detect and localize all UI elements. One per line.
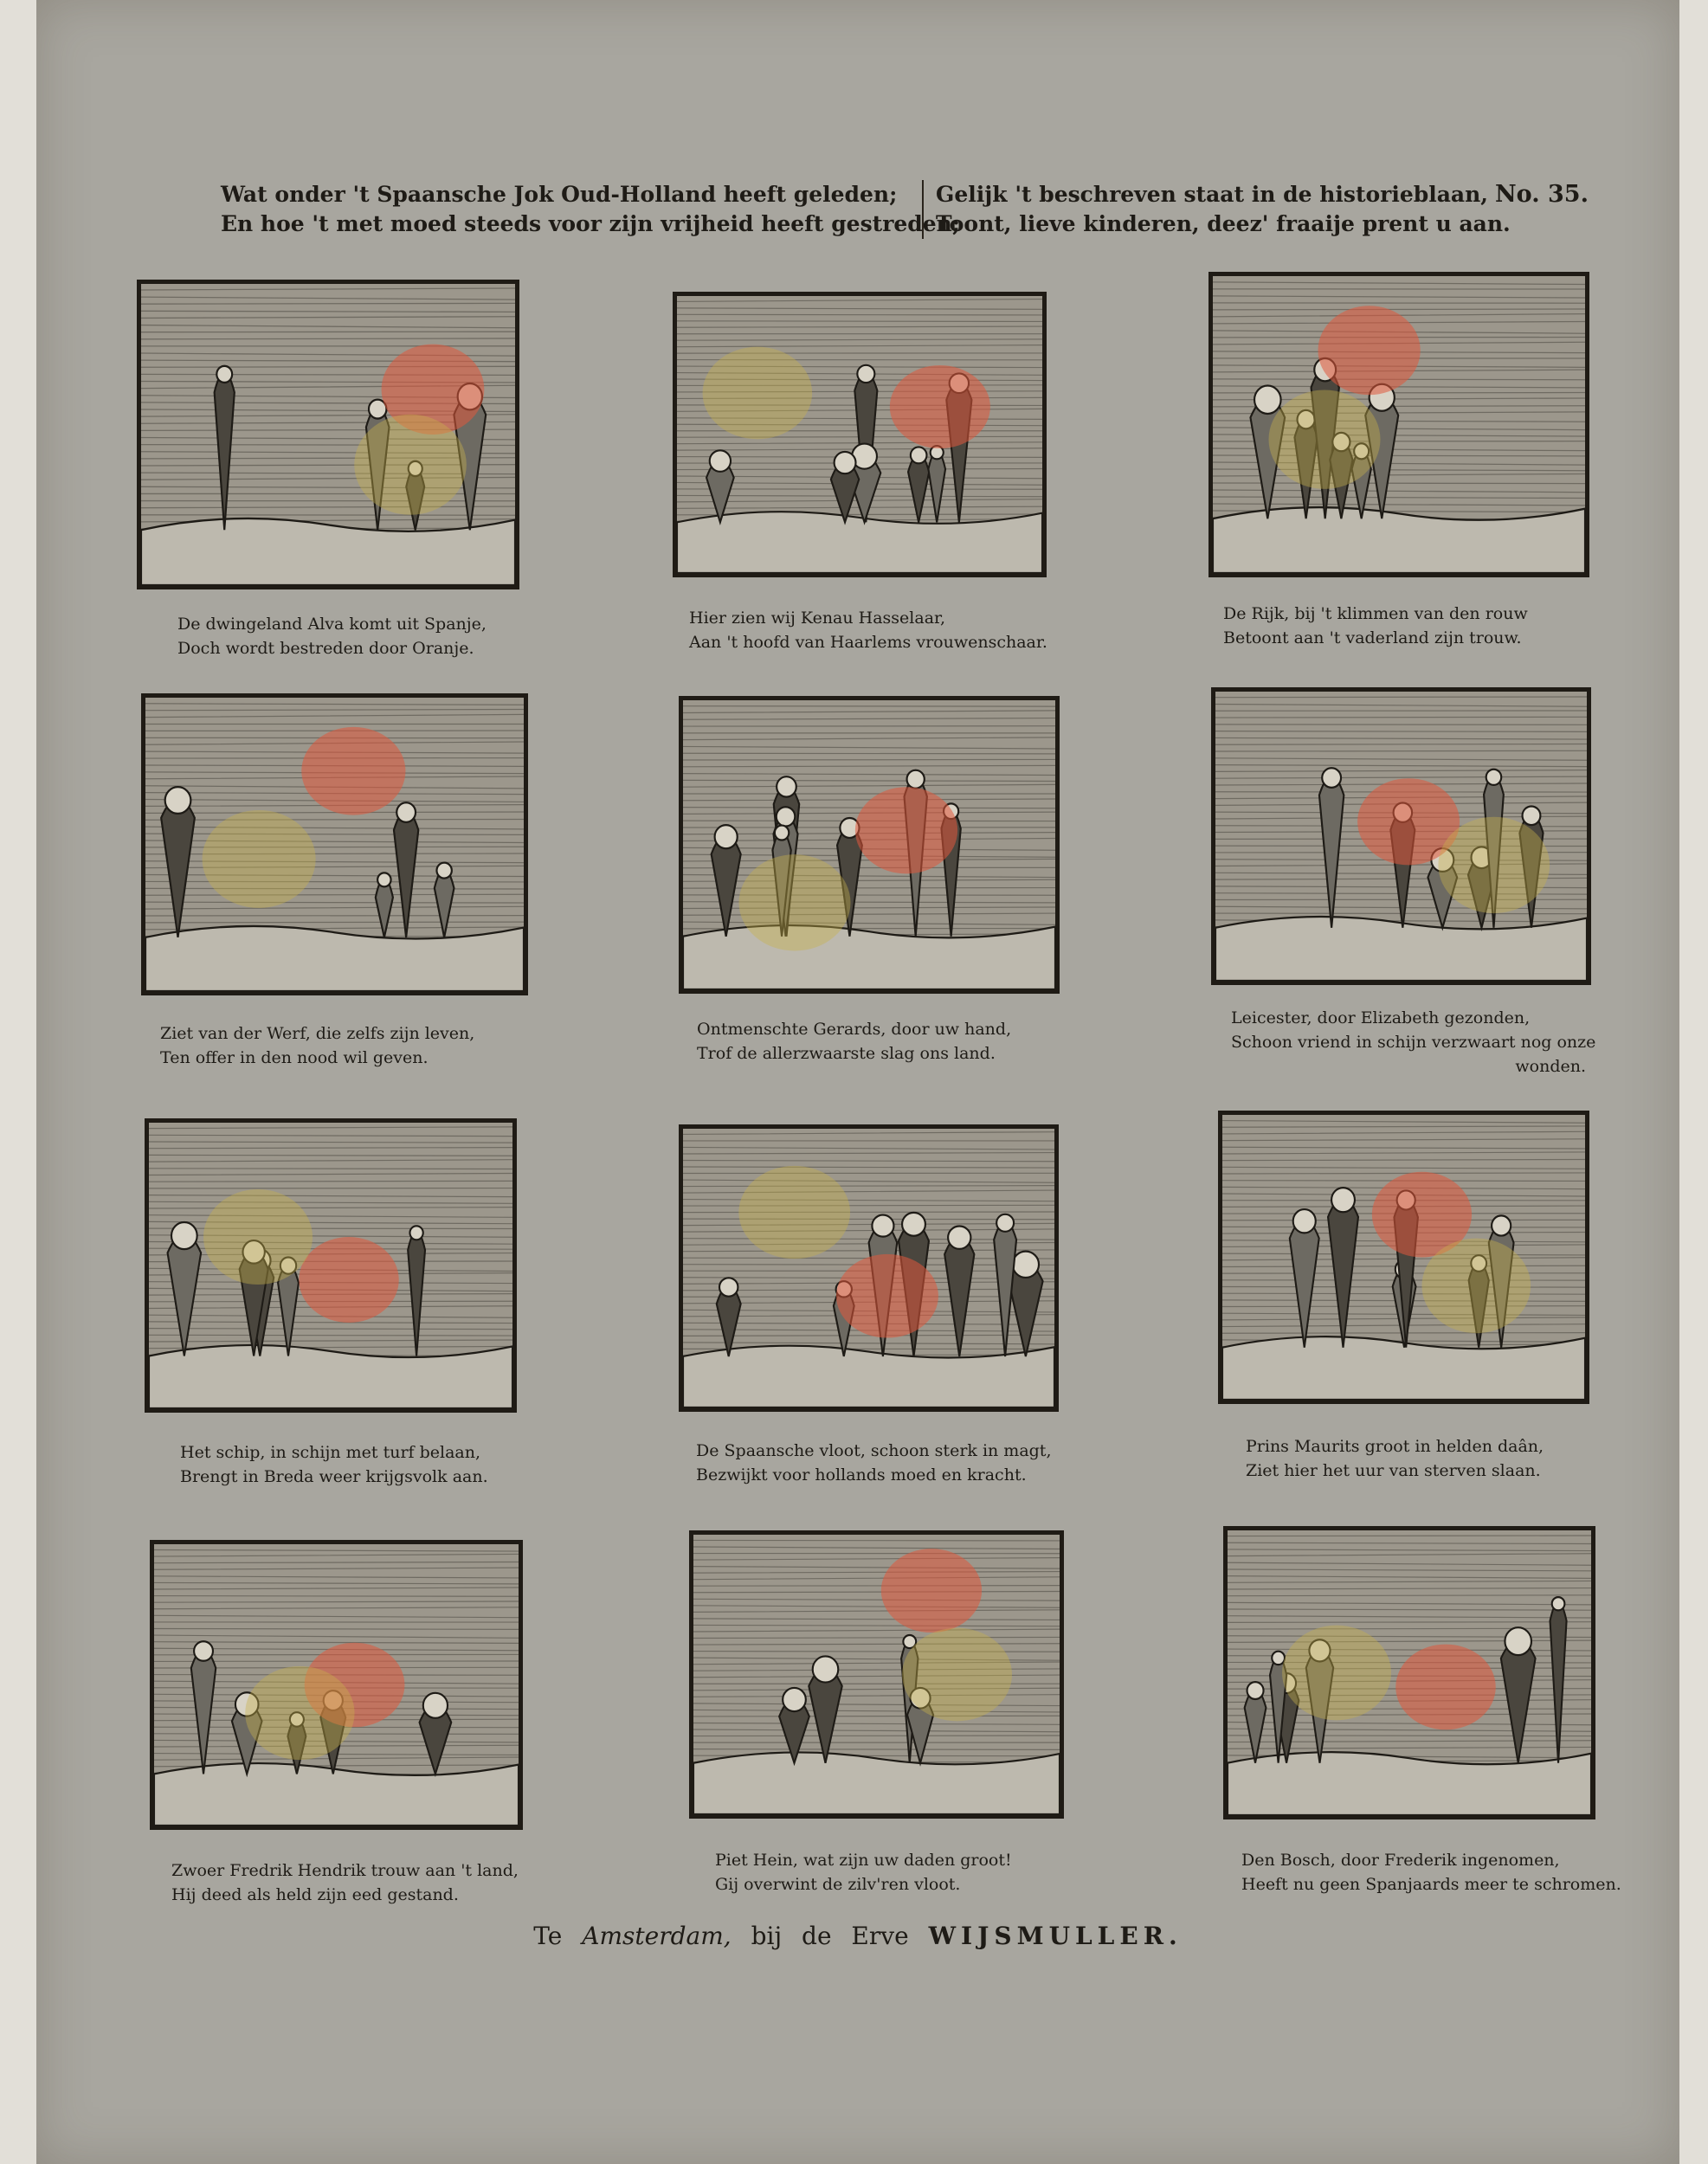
woodcut-figure-head xyxy=(436,863,451,879)
caption-10 xyxy=(171,1858,519,1907)
woodcut-figure-head xyxy=(715,825,738,848)
caption-7-line-2: Brengt in Breda weer krijgsvolk aan. xyxy=(180,1467,488,1486)
caption-2 xyxy=(689,606,1047,654)
caption-11 xyxy=(715,1848,1012,1897)
caption-1 xyxy=(177,612,487,660)
broadsheet xyxy=(36,0,1679,2164)
de-rijk-execution-woodcut-icon xyxy=(1213,276,1585,573)
woodcut-figure xyxy=(1290,1220,1319,1348)
red-hand-colour-stain xyxy=(1318,306,1420,395)
caption-4-line-2: Ten offer in den nood wil geven. xyxy=(160,1048,429,1067)
caption-9-line-1: Prins Maurits groot in helden daân, xyxy=(1246,1437,1544,1456)
woodcut-figure-head xyxy=(1013,1252,1039,1278)
woodcut-figure xyxy=(1501,1639,1536,1763)
yellow-hand-colour-stain xyxy=(1282,1626,1391,1721)
woodcut-figure-head xyxy=(171,1222,197,1249)
caption-2-line-1: Hier zien wij Kenau Hasselaar, xyxy=(689,609,946,628)
den-bosch-siege-woodcut-icon xyxy=(1228,1530,1591,1815)
woodcut-figure-head xyxy=(911,447,927,463)
woodcut-panel-2 xyxy=(673,292,1047,577)
leicester-horseman-woodcut-icon xyxy=(1215,692,1587,981)
woodcut-panel-10 xyxy=(150,1540,523,1830)
caption-12 xyxy=(1241,1848,1621,1897)
red-hand-colour-stain xyxy=(299,1237,399,1323)
woodcut-figure-head xyxy=(1331,1188,1355,1212)
yellow-hand-colour-stain xyxy=(354,415,467,515)
woodcut-figure xyxy=(1328,1198,1358,1348)
woodcut-panel-4 xyxy=(141,693,528,995)
red-hand-colour-stain xyxy=(836,1254,938,1338)
imprint xyxy=(36,1922,1679,1950)
header-right-line-1: Gelijk 't beschreven staat in de historieblaan, xyxy=(936,182,1489,207)
woodcut-figure-head xyxy=(813,1656,839,1682)
woodcut-ground xyxy=(677,512,1042,573)
caption-7-line-1: Het schip, in schijn met turf belaan, xyxy=(180,1443,481,1462)
caption-8-line-2: Bezwijkt voor hollands moed en kracht. xyxy=(696,1465,1027,1485)
red-hand-colour-stain xyxy=(881,1549,982,1633)
woodcut-figure xyxy=(408,1231,425,1356)
woodcut-figure xyxy=(944,1236,974,1356)
caption-6-line-3: wonden. xyxy=(1515,1057,1586,1076)
woodcut-figure xyxy=(1550,1602,1567,1763)
van-der-werf-crowd-woodcut-icon xyxy=(145,698,524,991)
red-hand-colour-stain xyxy=(855,787,957,873)
woodcut-figure-head xyxy=(902,1213,925,1236)
caption-1-line-1: De dwingeland Alva komt uit Spanje, xyxy=(177,615,487,634)
woodcut-panel-9 xyxy=(1218,1111,1589,1404)
woodcut-figure-head xyxy=(835,452,856,473)
yellow-hand-colour-stain xyxy=(739,854,851,950)
red-hand-colour-stain xyxy=(890,365,990,448)
header-left-line-1: Wat onder 't Spaansche Jok Oud-Holland heeft geleden; xyxy=(221,182,898,207)
caption-10-line-1: Zwoer Fredrik Hendrik trouw aan 't land, xyxy=(171,1861,519,1880)
woodcut-figure-head xyxy=(165,787,191,814)
woodcut-ground xyxy=(154,1763,519,1826)
woodcut-figure-head xyxy=(1505,1627,1531,1655)
woodcut-figure-head xyxy=(783,1688,806,1711)
yellow-hand-colour-stain xyxy=(1269,390,1381,488)
woodcut-figure xyxy=(712,834,741,936)
caption-6-line-1: Leicester, door Elizabeth gezonden, xyxy=(1231,1008,1531,1027)
woodcut-figure-head xyxy=(216,366,232,383)
woodcut-figure-head xyxy=(1254,385,1281,413)
caption-8 xyxy=(696,1439,1052,1487)
turf-ship-breda-woodcut-icon xyxy=(149,1123,512,1408)
woodcut-ground xyxy=(149,1345,512,1408)
woodcut-figure-head xyxy=(396,802,416,822)
yellow-hand-colour-stain xyxy=(738,1166,850,1259)
woodcut-panel-1 xyxy=(137,280,519,589)
woodcut-figure xyxy=(191,1649,216,1774)
gerards-staircase-woodcut-icon xyxy=(683,700,1055,989)
sheet-number: No. 35. xyxy=(1495,181,1589,208)
woodcut-figure-head xyxy=(948,1227,970,1249)
woodcut-figure-head xyxy=(1322,768,1341,788)
woodcut-figure-head xyxy=(1552,1597,1565,1610)
caption-12-line-2: Heeft nu geen Spanjaards meer te schromen. xyxy=(1241,1875,1621,1894)
header-left-line-2: En hoe 't met moed steeds voor zijn vrijheid heeft gestreden; xyxy=(221,211,961,236)
woodcut-panel-6 xyxy=(1211,687,1591,985)
caption-1-line-2: Doch wordt bestreden door Oranje. xyxy=(177,639,474,658)
prince-maurits-deathbed-woodcut-icon xyxy=(1222,1115,1585,1400)
woodcut-figure-head xyxy=(777,776,796,796)
alva-riding-woodcut-icon xyxy=(141,284,515,585)
woodcut-figure-head xyxy=(377,873,390,886)
woodcut-figure-head xyxy=(409,1226,422,1240)
woodcut-figure-head xyxy=(719,1278,738,1296)
header-left xyxy=(221,180,961,239)
woodcut-figure-head xyxy=(194,1641,213,1661)
imprint-publisher: WIJSMULLER. xyxy=(928,1922,1183,1950)
woodcut-figure-head xyxy=(775,826,789,840)
imprint-city: Amsterdam, xyxy=(582,1922,732,1950)
caption-7 xyxy=(180,1440,488,1489)
caption-3-line-2: Betoont aan 't vaderland zijn trouw. xyxy=(1223,628,1522,647)
caption-10-line-2: Hij deed als held zijn eed gestand. xyxy=(171,1885,459,1904)
piet-hein-silver-fleet-woodcut-icon xyxy=(693,1535,1060,1814)
woodcut-figure-head xyxy=(1492,1215,1511,1235)
woodcut-figure-head xyxy=(857,365,874,383)
woodcut-figure xyxy=(1319,776,1344,927)
caption-12-line-1: Den Bosch, door Frederik ingenomen, xyxy=(1241,1851,1560,1870)
caption-9 xyxy=(1246,1434,1544,1483)
caption-2-line-2: Aan 't hoofd van Haarlems vrouwenschaar. xyxy=(689,633,1047,652)
woodcut-panel-7 xyxy=(145,1118,517,1413)
caption-3 xyxy=(1223,602,1528,650)
yellow-hand-colour-stain xyxy=(902,1628,1012,1722)
woodcut-figure-head xyxy=(1523,806,1541,825)
yellow-hand-colour-stain xyxy=(1421,1239,1531,1334)
woodcut-figure xyxy=(928,451,945,523)
header xyxy=(221,180,1589,249)
yellow-hand-colour-stain xyxy=(1438,817,1550,913)
woodcut-figure-head xyxy=(872,1215,893,1237)
woodcut-figure-head xyxy=(1486,770,1502,785)
imprint-middle: bij de Erve xyxy=(751,1922,909,1950)
caption-3-line-1: De Rijk, bij 't klimmen van den rouw xyxy=(1223,604,1528,623)
yellow-hand-colour-stain xyxy=(203,1189,313,1285)
woodcut-figure-head xyxy=(996,1214,1014,1232)
caption-11-line-2: Gij overwint de zilv'ren vloot. xyxy=(715,1875,961,1894)
woodcut-panel-5 xyxy=(679,696,1060,994)
caption-6-line-2: Schoon vriend in schijn verzwaart nog onze xyxy=(1231,1033,1596,1052)
woodcut-figure-head xyxy=(907,770,925,789)
caption-6 xyxy=(1231,1006,1596,1079)
woodcut-panel-8 xyxy=(679,1124,1059,1412)
caption-4 xyxy=(160,1021,474,1070)
woodcut-ground xyxy=(693,1752,1060,1814)
caption-5-line-1: Ontmenschte Gerards, door uw hand, xyxy=(697,1020,1012,1039)
woodcut-figure-head xyxy=(710,450,731,472)
header-right-line-2: Toont, lieve kinderen, deez' fraaije prent u aan. xyxy=(936,211,1511,236)
kenau-hasselaar-woodcut-icon xyxy=(677,296,1042,573)
woodcut-figure-head xyxy=(423,1693,448,1718)
header-right xyxy=(922,180,1511,239)
caption-11-line-1: Piet Hein, wat zijn uw daden groot! xyxy=(715,1851,1012,1870)
woodcut-ground xyxy=(145,926,524,991)
frederik-hendrik-oath-woodcut-icon xyxy=(154,1544,519,1826)
red-hand-colour-stain xyxy=(1395,1645,1496,1730)
woodcut-figure-head xyxy=(1247,1682,1264,1699)
yellow-hand-colour-stain xyxy=(703,347,813,440)
caption-5-line-2: Trof de allerzwaarste slag ons land. xyxy=(697,1044,996,1063)
caption-5 xyxy=(697,1017,1011,1066)
woodcut-figure xyxy=(215,372,235,530)
woodcut-ground xyxy=(1228,1752,1591,1815)
woodcut-figure xyxy=(394,810,418,937)
imprint-prefix: Te xyxy=(533,1922,563,1950)
woodcut-panel-3 xyxy=(1208,272,1589,577)
woodcut-panel-12 xyxy=(1223,1526,1595,1819)
woodcut-ground xyxy=(141,518,515,585)
woodcut-figure-head xyxy=(777,807,796,826)
caption-4-line-1: Ziet van der Werf, die zelfs zijn leven, xyxy=(160,1024,475,1043)
caption-8-line-1: De Spaansche vloot, schoon sterk in magt, xyxy=(696,1441,1052,1460)
woodcut-panel-11 xyxy=(689,1530,1064,1819)
yellow-hand-colour-stain xyxy=(203,810,316,908)
caption-9-line-2: Ziet hier het uur van sterven slaan. xyxy=(1246,1461,1541,1480)
red-hand-colour-stain xyxy=(301,727,405,815)
spanish-fleet-woodcut-icon xyxy=(683,1129,1054,1407)
woodcut-figure-head xyxy=(1293,1209,1316,1233)
woodcut-figure-head xyxy=(1272,1652,1285,1665)
woodcut-ground xyxy=(683,1346,1054,1407)
yellow-hand-colour-stain xyxy=(245,1666,354,1760)
woodcut-ground xyxy=(683,925,1055,989)
